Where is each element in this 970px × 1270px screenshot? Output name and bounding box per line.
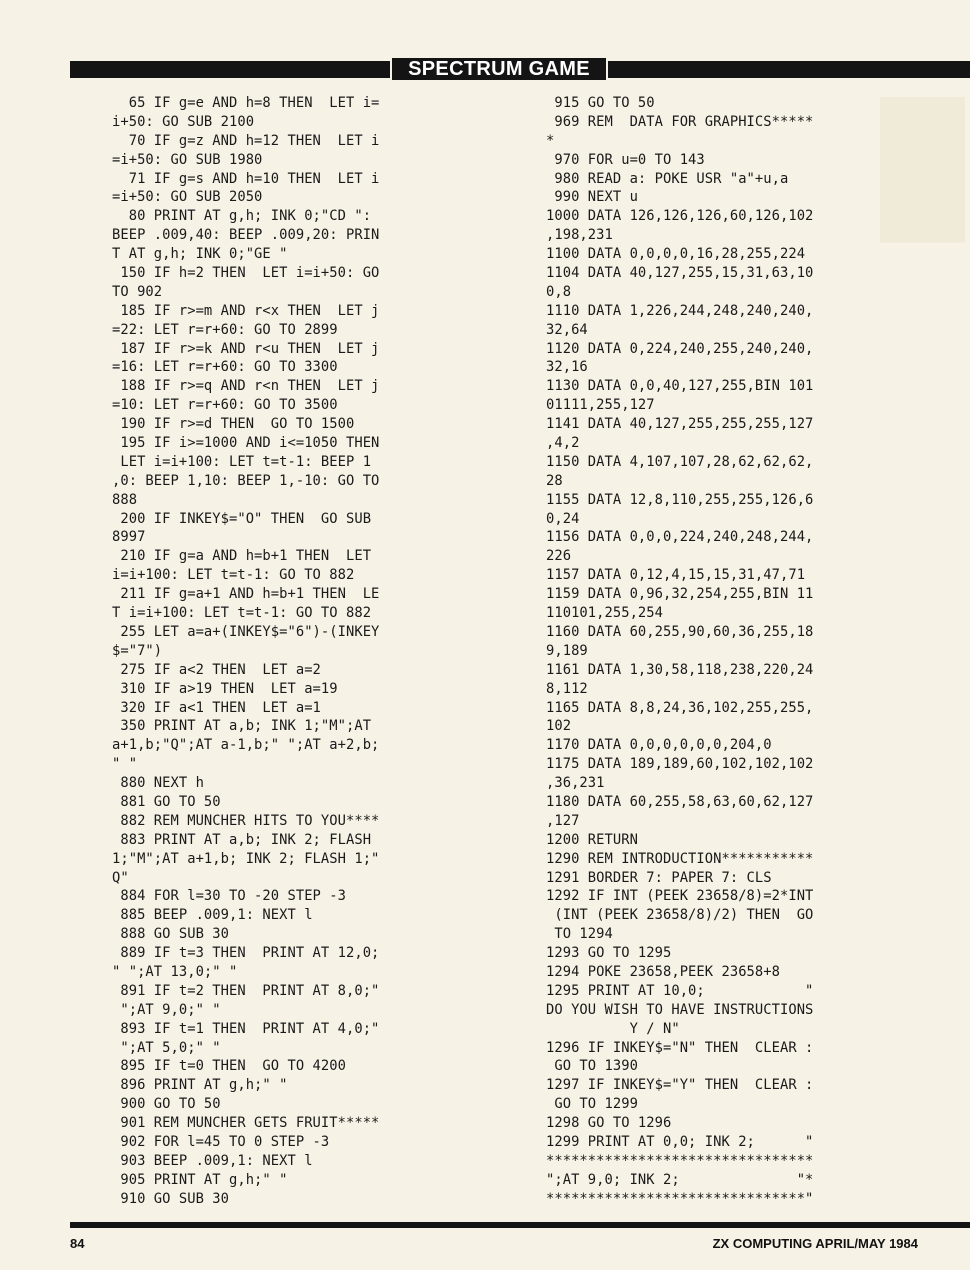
code-line: 0,24 [546, 510, 580, 527]
code-line: =16: LET r=r+60: GO TO 3300 [112, 359, 338, 376]
code-line: *******************************" [546, 1190, 814, 1207]
code-line: 1292 IF INT (PEEK 23658/8)=2*INT [546, 888, 814, 905]
code-line: LET i=i+100: LET t=t-1: BEEP 1 [112, 453, 372, 470]
code-line: 889 IF t=3 THEN PRINT AT 12,0; [112, 945, 380, 962]
code-line: 8,112 [546, 680, 588, 697]
listing-right-column [546, 94, 813, 1209]
code-line: 1170 DATA 0,0,0,0,0,0,204,0 [546, 737, 772, 754]
code-line: 905 PRINT AT g,h;" " [112, 1171, 288, 1188]
code-line: 190 IF r>=d THEN GO TO 1500 [112, 416, 355, 433]
code-line: 187 IF r>=k AND r<u THEN LET j [112, 340, 380, 357]
footer-rule [70, 1222, 970, 1228]
code-line: $="7") [112, 642, 163, 659]
code-line: 310 IF a>19 THEN LET a=19 [112, 680, 338, 697]
code-line: 70 IF g=z AND h=12 THEN LET i [112, 132, 380, 149]
code-line: 1157 DATA 0,12,4,15,15,31,47,71 [546, 567, 806, 584]
code-line: 1130 DATA 0,0,40,127,255,BIN 101 [546, 378, 814, 395]
code-line: 902 FOR l=45 TO 0 STEP -3 [112, 1133, 330, 1150]
section-label: SPECTRUM GAME [390, 56, 608, 82]
code-line: ,0: BEEP 1,10: BEEP 1,-10: GO TO [112, 472, 380, 489]
code-line: 1156 DATA 0,0,0,224,240,248,244, [546, 529, 814, 546]
code-line: 1294 POKE 23658,PEEK 23658+8 [546, 963, 780, 980]
code-line: T i=i+100: LET t=t-1: GO TO 882 [112, 605, 372, 622]
code-line: 255 LET a=a+(INKEY$="6")-(INKEY [112, 623, 380, 640]
listing-left-column [112, 94, 379, 1209]
code-line: GO TO 1299 [546, 1096, 638, 1113]
code-line: 200 IF INKEY$="O" THEN GO SUB [112, 510, 372, 527]
code-line: 1150 DATA 4,107,107,28,62,62,62, [546, 453, 814, 470]
code-line: ,198,231 [546, 227, 613, 244]
code-line: 1298 GO TO 1296 [546, 1115, 672, 1132]
code-line: 01111,255,127 [546, 397, 655, 414]
code-line: =i+50: GO SUB 1980 [112, 151, 263, 168]
code-line: 1296 IF INKEY$="N" THEN CLEAR : [546, 1039, 814, 1056]
page-number: 84 [70, 1236, 85, 1251]
code-line: GO TO 1390 [546, 1058, 638, 1075]
code-line: =i+50: GO SUB 2050 [112, 189, 263, 206]
code-line: 1160 DATA 60,255,90,60,36,255,18 [546, 623, 814, 640]
code-line: 896 PRINT AT g,h;" " [112, 1077, 288, 1094]
code-line: ,36,231 [546, 775, 605, 792]
code-line: 80 PRINT AT g,h; INK 0;"CD ": [112, 208, 372, 225]
code-line: =22: LET r=r+60: GO TO 2899 [112, 321, 338, 338]
code-line: 1120 DATA 0,224,240,255,240,240, [546, 340, 814, 357]
code-line: =10: LET r=r+60: GO TO 3500 [112, 397, 338, 414]
code-line: (INT (PEEK 23658/8)/2) THEN GO [546, 907, 814, 924]
code-line: DO YOU WISH TO HAVE INSTRUCTIONS [546, 1001, 814, 1018]
code-line: 1293 GO TO 1295 [546, 945, 672, 962]
code-line: ,127 [546, 812, 580, 829]
code-line: 1200 RETURN [546, 831, 638, 848]
code-line: 1110 DATA 1,226,244,248,240,240, [546, 302, 814, 319]
code-line: 970 FOR u=0 TO 143 [546, 151, 705, 168]
code-line: a+1,b;"Q";AT a-1,b;" ";AT a+2,b; [112, 737, 380, 754]
code-line: " " [112, 756, 138, 773]
code-line: 185 IF r>=m AND r<x THEN LET j [112, 302, 380, 319]
code-line: 1297 IF INKEY$="Y" THEN CLEAR : [546, 1077, 814, 1094]
code-line: ,4,2 [546, 435, 580, 452]
code-line: TO 902 [112, 283, 163, 300]
code-line: 1291 BORDER 7: PAPER 7: CLS [546, 869, 772, 886]
code-line: 969 REM DATA FOR GRAPHICS***** [546, 113, 814, 130]
code-line: 211 IF g=a+1 AND h=b+1 THEN LE [112, 586, 380, 603]
code-line: 915 GO TO 50 [546, 95, 655, 111]
code-line: 102 [546, 718, 572, 735]
code-line: 1180 DATA 60,255,58,63,60,62,127 [546, 793, 814, 810]
code-line: TO 1294 [546, 926, 613, 943]
code-line: 893 IF t=1 THEN PRINT AT 4,0;" [112, 1020, 380, 1037]
code-line: 990 NEXT u [546, 189, 638, 206]
code-line: 8997 [112, 529, 146, 546]
code-line: Q" [112, 869, 129, 886]
code-line: 888 [112, 491, 138, 508]
code-line: T AT g,h; INK 0;"GE " [112, 246, 288, 263]
code-line: 980 READ a: POKE USR "a"+u,a [546, 170, 789, 187]
code-line: 320 IF a<1 THEN LET a=1 [112, 699, 321, 716]
code-line: 1290 REM INTRODUCTION*********** [546, 850, 814, 867]
code-line: 275 IF a<2 THEN LET a=2 [112, 661, 321, 678]
code-line: 1104 DATA 40,127,255,15,31,63,10 [546, 265, 814, 282]
code-line: ";AT 9,0; INK 2; "* [546, 1171, 814, 1188]
code-line: 195 IF i>=1000 AND i<=1050 THEN [112, 435, 380, 452]
code-line: 1161 DATA 1,30,58,118,238,220,24 [546, 661, 814, 678]
code-line: 32,16 [546, 359, 588, 376]
code-line: 883 PRINT AT a,b; INK 2; FLASH [112, 831, 372, 848]
code-line: ******************************** [546, 1152, 814, 1169]
code-line: 910 GO SUB 30 [112, 1190, 229, 1207]
code-line: ";AT 9,0;" " [112, 1001, 221, 1018]
code-line: 188 IF r>=q AND r<n THEN LET j [112, 378, 380, 395]
code-line: 903 BEEP .009,1: NEXT l [112, 1152, 313, 1169]
code-line: 110101,255,254 [546, 605, 663, 622]
code-line: i=i+100: LET t=t-1: GO TO 882 [112, 567, 355, 584]
code-line: 884 FOR l=30 TO -20 STEP -3 [112, 888, 346, 905]
code-line: 1155 DATA 12,8,110,255,255,126,6 [546, 491, 814, 508]
code-line: * [546, 132, 555, 149]
code-line: 1295 PRINT AT 10,0; " [546, 982, 814, 999]
code-line: 1000 DATA 126,126,126,60,126,102 [546, 208, 814, 225]
code-line: 881 GO TO 50 [112, 793, 221, 810]
code-line: 28 [546, 472, 563, 489]
code-line: 882 REM MUNCHER HITS TO YOU**** [112, 812, 380, 829]
code-line: 226 [546, 548, 572, 565]
code-line: 891 IF t=2 THEN PRINT AT 8,0;" [112, 982, 380, 999]
code-line: 1299 PRINT AT 0,0; INK 2; " [546, 1133, 814, 1150]
code-line: 888 GO SUB 30 [112, 926, 229, 943]
code-line: 350 PRINT AT a,b; INK 1;"M";AT [112, 718, 372, 735]
code-line: 150 IF h=2 THEN LET i=i+50: GO [112, 265, 380, 282]
code-line: 32,64 [546, 321, 588, 338]
code-line: 901 REM MUNCHER GETS FRUIT***** [112, 1115, 380, 1132]
code-line: 65 IF g=e AND h=8 THEN LET i= [112, 95, 380, 111]
code-line: 1165 DATA 8,8,24,36,102,255,255, [546, 699, 814, 716]
code-line: 895 IF t=0 THEN GO TO 4200 [112, 1058, 346, 1075]
code-line: 9,189 [546, 642, 588, 659]
code-line: Y / N" [546, 1020, 680, 1037]
code-line: BEEP .009,40: BEEP .009,20: PRIN [112, 227, 380, 244]
code-line: 1159 DATA 0,96,32,254,255,BIN 11 [546, 586, 814, 603]
code-line: " ";AT 13,0;" " [112, 963, 238, 980]
code-line: 1100 DATA 0,0,0,0,16,28,255,224 [546, 246, 806, 263]
code-line: 880 NEXT h [112, 775, 204, 792]
code-line: 1175 DATA 189,189,60,102,102,102 [546, 756, 814, 773]
code-line: 210 IF g=a AND h=b+1 THEN LET [112, 548, 372, 565]
code-line: ";AT 5,0;" " [112, 1039, 221, 1056]
code-line: 0,8 [546, 283, 572, 300]
code-line: 1141 DATA 40,127,255,255,255,127 [546, 416, 814, 433]
show-through-decoration: █ [880, 98, 966, 232]
publication-footer: ZX COMPUTING APRIL/MAY 1984 [712, 1236, 918, 1251]
code-line: 900 GO TO 50 [112, 1096, 221, 1113]
code-line: 885 BEEP .009,1: NEXT l [112, 907, 313, 924]
code-line: i+50: GO SUB 2100 [112, 113, 255, 130]
code-line: 71 IF g=s AND h=10 THEN LET i [112, 170, 380, 187]
code-line: 1;"M";AT a+1,b; INK 2; FLASH 1;" [112, 850, 380, 867]
